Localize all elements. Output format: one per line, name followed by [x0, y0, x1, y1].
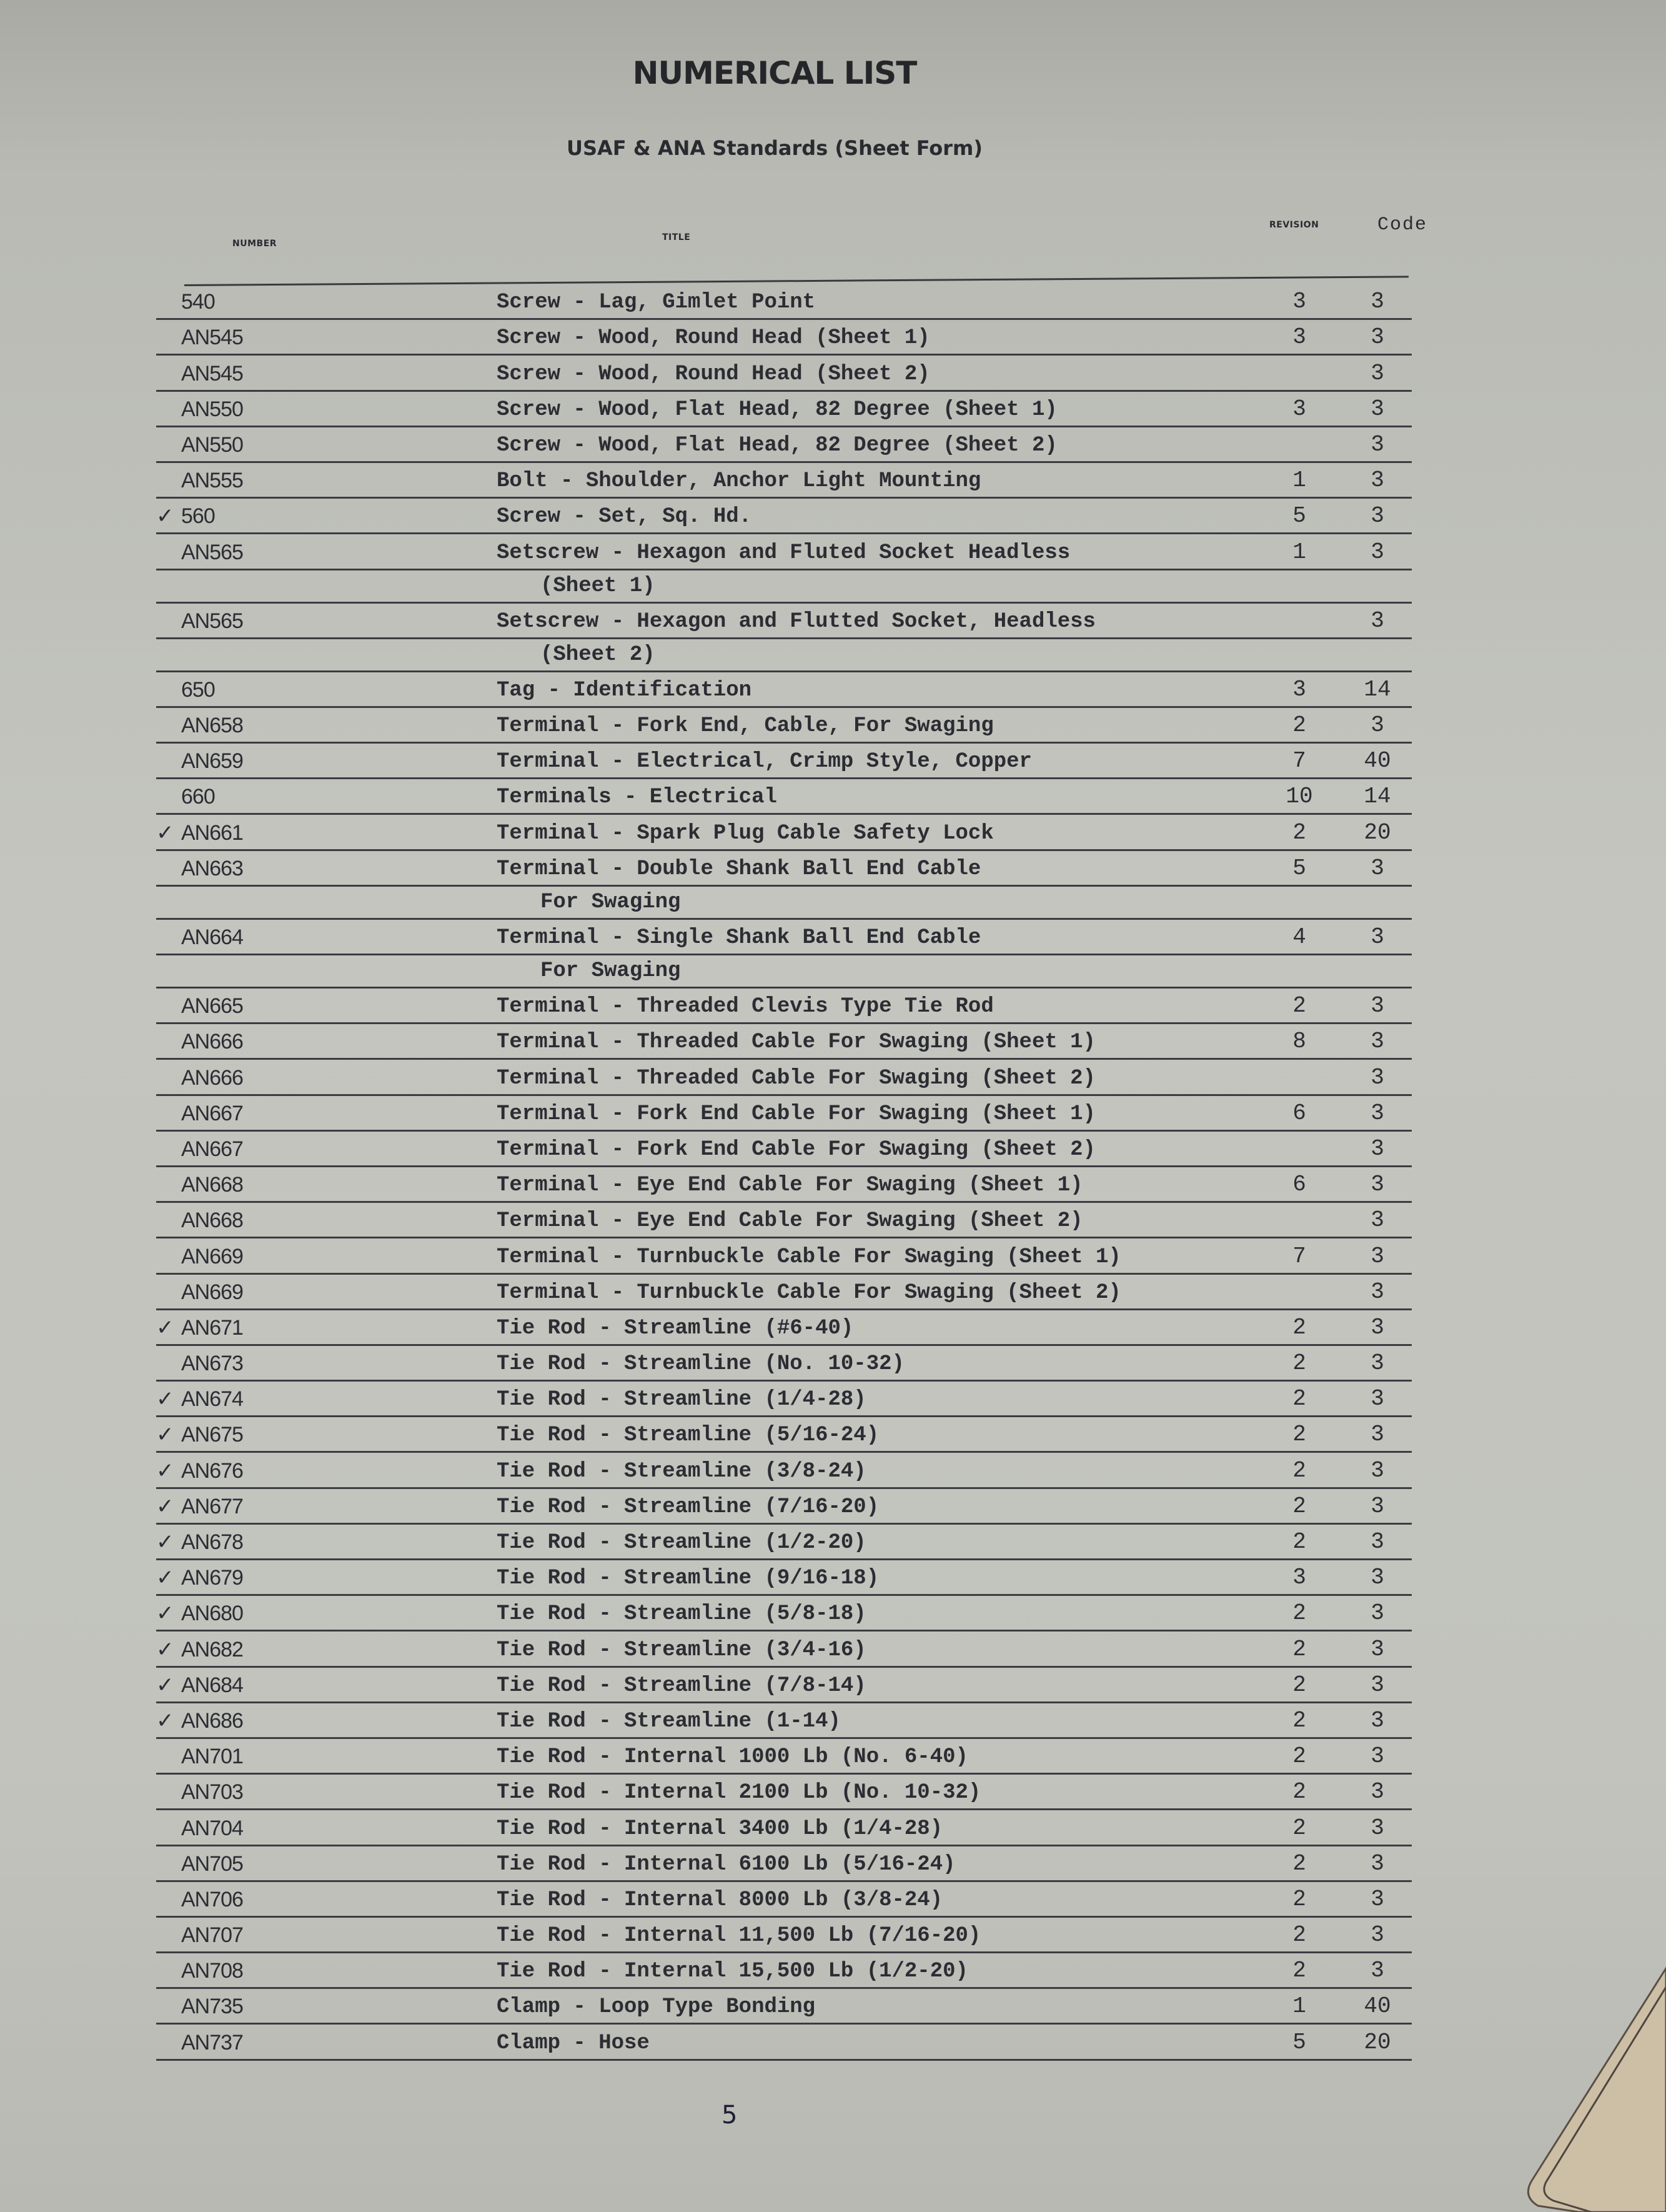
row-number: AN677	[181, 1494, 243, 1518]
row-code: 3	[1371, 539, 1384, 565]
table-row-continuation	[156, 887, 1412, 920]
row-title: Terminal - Electrical, Crimp Style, Copper	[497, 750, 1032, 774]
row-title: Tie Rod - Internal 3400 Lb (1/4-28)	[497, 1816, 943, 1841]
row-number: AN674	[181, 1387, 243, 1412]
row-number: AN666	[181, 1030, 243, 1054]
row-revision: 7	[1292, 748, 1306, 774]
row-number: AN668	[181, 1208, 243, 1233]
row-code: 3	[1371, 1529, 1384, 1555]
row-number: AN671	[181, 1315, 243, 1340]
row-number: AN659	[181, 749, 243, 774]
row-number: AN669	[181, 1280, 243, 1304]
row-title: Tie Rod - Streamline (5/16-24)	[497, 1423, 880, 1448]
row-title: Terminal - Single Shank Ball End Cable	[497, 926, 981, 950]
row-title: Tie Rod - Internal 15,500 Lb (1/2-20)	[497, 1960, 968, 1984]
row-title: Terminal - Fork End Cable For Swaging (Sheet 2)	[497, 1137, 1096, 1162]
row-code: 3	[1371, 1636, 1384, 1662]
row-number: AN673	[181, 1352, 243, 1376]
row-revision: 2	[1292, 1350, 1306, 1377]
row-revision: 6	[1292, 1100, 1306, 1126]
row-number: AN735	[181, 1995, 243, 2019]
row-revision: 2	[1292, 1600, 1306, 1627]
row-code: 3	[1371, 1779, 1384, 1805]
table-row	[156, 1346, 1412, 1382]
row-number: AN661	[181, 820, 243, 845]
row-title: Terminal - Threaded Clevis Type Tie Rod	[497, 995, 994, 1019]
row-revision: 8	[1292, 1029, 1306, 1055]
row-title: Clamp - Loop Type Bonding	[497, 1995, 816, 2020]
row-revision: 2	[1292, 1815, 1306, 1841]
row-revision: 6	[1292, 1172, 1306, 1198]
row-title-continuation: (Sheet 2)	[540, 642, 655, 667]
row-number: AN703	[181, 1780, 243, 1805]
row-title: Tie Rod - Streamline (7/16-20)	[497, 1495, 880, 1519]
row-title: Screw - Wood, Round Head (Sheet 1)	[497, 326, 930, 351]
row-number: 660	[181, 785, 215, 809]
row-code: 3	[1371, 1350, 1384, 1377]
row-code: 3	[1371, 855, 1384, 881]
row-code: 3	[1371, 924, 1384, 950]
row-title: Tie Rod - Streamline (5/8-18)	[497, 1602, 866, 1627]
row-revision: 2	[1292, 1314, 1306, 1340]
table-row	[156, 815, 1412, 850]
table-row	[156, 1632, 1412, 1667]
table-row	[156, 1560, 1412, 1596]
row-title: Terminal - Double Shank Ball End Cable	[497, 857, 981, 881]
row-title: Screw - Set, Sq. Hd.	[497, 505, 752, 529]
row-number: AN667	[181, 1137, 243, 1161]
row-title: Terminal - Threaded Cable For Swaging (Sheet 2)	[497, 1066, 1096, 1090]
row-code: 3	[1371, 1278, 1384, 1305]
row-number: AN678	[181, 1530, 243, 1554]
table-row	[156, 320, 1412, 356]
row-code: 20	[1364, 819, 1391, 845]
check-mark-icon: ✓	[156, 1493, 174, 1519]
row-title: Tie Rod - Internal 2100 Lb (No. 10-32)	[497, 1781, 981, 1805]
row-title: Screw - Wood, Flat Head, 82 Degree (Sheet 2)	[497, 433, 1058, 457]
check-mark-icon: ✓	[156, 1315, 174, 1340]
row-number: AN679	[181, 1566, 243, 1590]
table-row	[156, 1882, 1412, 1918]
table-row	[156, 1096, 1412, 1132]
row-number: AN707	[181, 1923, 243, 1948]
check-mark-icon: ✓	[156, 1601, 174, 1627]
row-title: Bolt - Shoulder, Anchor Light Mounting	[497, 469, 981, 494]
row-number: AN684	[181, 1673, 243, 1697]
table-row	[156, 851, 1412, 887]
row-number: AN701	[181, 1745, 243, 1769]
row-code: 3	[1371, 1743, 1384, 1770]
row-code: 20	[1364, 2029, 1391, 2055]
check-mark-icon: ✓	[156, 1637, 174, 1662]
table-row	[156, 1596, 1412, 1632]
table-row	[156, 779, 1412, 815]
table-row-continuation	[156, 955, 1412, 989]
row-code: 3	[1371, 607, 1384, 634]
row-revision: 4	[1292, 924, 1306, 950]
row-revision: 1	[1292, 1993, 1306, 2020]
table-row-continuation	[156, 639, 1412, 672]
row-title: Terminal - Turnbuckle Cable For Swaging (Sheet 1)	[497, 1245, 1121, 1269]
row-title: Terminal - Fork End Cable For Swaging (Sheet 1)	[497, 1102, 1096, 1126]
row-revision: 2	[1292, 819, 1306, 845]
row-code: 14	[1364, 784, 1391, 810]
row-code: 3	[1371, 289, 1384, 315]
row-code: 3	[1371, 396, 1384, 422]
table-row	[156, 1024, 1412, 1060]
table-row	[156, 463, 1412, 499]
row-title: Terminal - Fork End, Cable, For Swaging	[497, 714, 994, 739]
row-title-continuation: For Swaging	[540, 890, 681, 914]
check-mark-icon: ✓	[156, 1530, 174, 1555]
row-revision: 1	[1292, 467, 1306, 494]
table-row	[156, 1238, 1412, 1274]
row-title: Terminal - Spark Plug Cable Safety Lock	[497, 821, 994, 845]
row-code: 3	[1371, 1386, 1384, 1412]
row-title: Tie Rod - Streamline (1/2-20)	[497, 1531, 866, 1555]
page-number: 5	[721, 2101, 738, 2130]
table-row	[156, 1167, 1412, 1203]
column-header-revision: REVISION	[1269, 220, 1319, 230]
column-header-title: TITLE	[662, 232, 691, 242]
row-revision: 2	[1292, 1386, 1306, 1412]
table-row	[156, 1846, 1412, 1882]
row-number: AN565	[181, 540, 243, 564]
check-mark-icon: ✓	[156, 820, 174, 845]
row-title: Terminal - Threaded Cable For Swaging (Sheet 1)	[497, 1030, 1096, 1055]
row-number: AN545	[181, 361, 243, 386]
row-revision: 7	[1292, 1243, 1306, 1269]
row-number: AN550	[181, 432, 243, 457]
row-revision: 3	[1292, 676, 1306, 702]
page-title: NUMERICAL LIST	[632, 55, 917, 91]
row-number: 560	[181, 504, 215, 529]
check-mark-icon: ✓	[156, 1708, 174, 1733]
row-number: AN705	[181, 1851, 243, 1876]
row-revision: 2	[1292, 1422, 1306, 1448]
row-revision: 2	[1292, 1529, 1306, 1555]
row-number: 650	[181, 677, 215, 702]
table-row	[156, 1918, 1412, 1953]
row-code: 3	[1371, 1600, 1384, 1627]
table-row	[156, 427, 1412, 463]
row-title: Setscrew - Hexagon and Fluted Socket Headless	[497, 541, 1071, 565]
row-code: 3	[1371, 1422, 1384, 1448]
row-revision: 3	[1292, 289, 1306, 315]
table-row	[156, 1417, 1412, 1453]
row-title: Tag - Identification	[497, 678, 752, 702]
row-revision: 2	[1292, 1743, 1306, 1770]
table-row	[156, 1525, 1412, 1560]
row-revision: 5	[1292, 855, 1306, 881]
row-revision: 2	[1292, 1850, 1306, 1876]
folded-corner-icon	[1485, 1950, 1666, 2212]
row-title: Tie Rod - Internal 1000 Lb (No. 6-40)	[497, 1745, 968, 1770]
row-revision: 5	[1292, 503, 1306, 529]
row-number: AN708	[181, 1959, 243, 1983]
row-number: AN565	[181, 609, 243, 633]
row-title: Screw - Wood, Round Head (Sheet 2)	[497, 362, 930, 386]
table-row	[156, 392, 1412, 427]
row-revision: 2	[1292, 1707, 1306, 1733]
table-row	[156, 1668, 1412, 1703]
row-code: 3	[1371, 1671, 1384, 1698]
row-number: AN675	[181, 1423, 243, 1447]
table-row-continuation	[156, 570, 1412, 604]
row-code: 3	[1371, 431, 1384, 457]
row-revision: 3	[1292, 1565, 1306, 1591]
row-title-continuation: For Swaging	[540, 959, 681, 983]
row-number: AN658	[181, 714, 243, 738]
row-title: Tie Rod - Internal 8000 Lb (3/8-24)	[497, 1888, 943, 1912]
row-code: 3	[1371, 1707, 1384, 1733]
row-revision: 1	[1292, 539, 1306, 565]
row-title: Tie Rod - Streamline (1/4-28)	[497, 1388, 866, 1412]
row-code: 14	[1364, 676, 1391, 702]
row-revision: 10	[1286, 784, 1313, 810]
row-title: Clamp - Hose	[497, 2031, 650, 2055]
row-code: 3	[1371, 1958, 1384, 1984]
check-mark-icon: ✓	[156, 1422, 174, 1448]
table-row	[156, 534, 1412, 570]
table-row	[156, 1953, 1412, 1989]
row-code: 3	[1371, 467, 1384, 494]
row-title: Tie Rod - Streamline (3/4-16)	[497, 1638, 866, 1662]
row-code: 40	[1364, 1993, 1391, 2020]
row-number: AN680	[181, 1602, 243, 1626]
row-number: AN737	[181, 2030, 243, 2055]
row-title: Tie Rod - Internal 6100 Lb (5/16-24)	[497, 1852, 956, 1876]
row-code: 3	[1371, 1565, 1384, 1591]
row-number: AN664	[181, 925, 243, 949]
row-code: 3	[1371, 1029, 1384, 1055]
row-code: 3	[1371, 993, 1384, 1019]
row-title: Tie Rod - Streamline (7/8-14)	[497, 1673, 866, 1698]
table-row	[156, 989, 1412, 1024]
row-code: 3	[1371, 1815, 1384, 1841]
table-row	[156, 1989, 1412, 2025]
row-code: 3	[1371, 712, 1384, 739]
table-row	[156, 1310, 1412, 1346]
table-row	[156, 1739, 1412, 1775]
check-mark-icon: ✓	[156, 504, 174, 529]
table-row	[156, 499, 1412, 534]
row-title: Screw - Wood, Flat Head, 82 Degree (Sheet 1)	[497, 397, 1058, 422]
table-row	[156, 708, 1412, 744]
row-title: Tie Rod - Streamline (9/16-18)	[497, 1567, 880, 1591]
row-number: AN666	[181, 1065, 243, 1090]
table-row	[156, 284, 1412, 320]
row-number: AN676	[181, 1458, 243, 1483]
table-row	[156, 1132, 1412, 1167]
row-code: 3	[1371, 1850, 1384, 1876]
table-row	[156, 672, 1412, 708]
row-revision: 2	[1292, 1493, 1306, 1519]
row-title: Tie Rod - Streamline (3/8-24)	[497, 1459, 866, 1483]
row-code: 3	[1371, 1922, 1384, 1948]
row-code: 40	[1364, 748, 1391, 774]
row-title: Terminal - Turnbuckle Cable For Swaging (Sheet 2)	[497, 1280, 1121, 1305]
row-title: Tie Rod - Streamline (#6-40)	[497, 1316, 854, 1340]
table-row	[156, 1203, 1412, 1238]
row-revision: 2	[1292, 1636, 1306, 1662]
table-row	[156, 744, 1412, 779]
table-row	[156, 604, 1412, 639]
row-number: AN550	[181, 397, 243, 421]
row-code: 3	[1371, 1457, 1384, 1483]
row-code: 3	[1371, 1886, 1384, 1912]
row-title: Tie Rod - Streamline (No. 10-32)	[497, 1352, 905, 1377]
row-number: AN663	[181, 856, 243, 880]
row-revision: 2	[1292, 1886, 1306, 1912]
row-number: AN704	[181, 1816, 243, 1840]
row-revision: 2	[1292, 1958, 1306, 1984]
check-mark-icon: ✓	[156, 1672, 174, 1698]
row-code: 3	[1371, 1100, 1384, 1126]
table-row	[156, 1453, 1412, 1488]
row-code: 3	[1371, 1493, 1384, 1519]
row-number: AN665	[181, 994, 243, 1019]
row-number: AN686	[181, 1708, 243, 1733]
row-code: 3	[1371, 1207, 1384, 1233]
row-number: AN667	[181, 1101, 243, 1125]
row-revision: 2	[1292, 993, 1306, 1019]
row-title: Terminal - Eye End Cable For Swaging (Sheet 2)	[497, 1209, 1083, 1233]
row-code: 3	[1371, 1314, 1384, 1340]
table-row	[156, 1775, 1412, 1810]
row-revision: 2	[1292, 1779, 1306, 1805]
page-subtitle: USAF & ANA Standards (Sheet Form)	[567, 136, 983, 160]
row-title: Setscrew - Hexagon and Flutted Socket, Headless	[497, 609, 1096, 634]
numerical-list-table	[156, 284, 1412, 2061]
row-code: 3	[1371, 503, 1384, 529]
column-header-code: Code	[1377, 214, 1428, 236]
check-mark-icon: ✓	[156, 1565, 174, 1591]
row-revision: 2	[1292, 1671, 1306, 1698]
table-row	[156, 1275, 1412, 1310]
row-number: AN668	[181, 1173, 243, 1197]
row-revision: 3	[1292, 396, 1306, 422]
row-revision: 3	[1292, 324, 1306, 351]
check-mark-icon: ✓	[156, 1458, 174, 1483]
row-code: 3	[1371, 324, 1384, 351]
row-number: AN682	[181, 1637, 243, 1661]
row-revision: 2	[1292, 712, 1306, 739]
row-code: 3	[1371, 360, 1384, 386]
table-row	[156, 2025, 1412, 2060]
row-title: Terminal - Eye End Cable For Swaging (Sheet 1)	[497, 1173, 1083, 1198]
row-number: AN669	[181, 1244, 243, 1268]
row-code: 3	[1371, 1064, 1384, 1090]
row-title: Tie Rod - Streamline (1-14)	[497, 1709, 841, 1733]
row-title-continuation: (Sheet 1)	[540, 574, 655, 598]
table-row	[156, 1382, 1412, 1417]
row-title: Screw - Lag, Gimlet Point	[497, 291, 816, 315]
row-number: AN706	[181, 1887, 243, 1911]
table-row	[156, 356, 1412, 391]
row-revision: 5	[1292, 2029, 1306, 2055]
row-title: Terminals - Electrical	[497, 785, 777, 810]
row-code: 3	[1371, 1243, 1384, 1269]
row-revision: 2	[1292, 1922, 1306, 1948]
table-row	[156, 1810, 1412, 1846]
table-row	[156, 1703, 1412, 1739]
row-number: AN545	[181, 326, 243, 350]
row-code: 3	[1371, 1135, 1384, 1162]
table-row	[156, 920, 1412, 955]
table-row	[156, 1489, 1412, 1525]
row-number: AN555	[181, 469, 243, 493]
row-number: 540	[181, 290, 215, 314]
table-row	[156, 1060, 1412, 1095]
row-code: 3	[1371, 1172, 1384, 1198]
column-header-number: NUMBER	[232, 239, 277, 249]
check-mark-icon: ✓	[156, 1387, 174, 1412]
row-title: Tie Rod - Internal 11,500 Lb (7/16-20)	[497, 1924, 981, 1948]
row-revision: 2	[1292, 1457, 1306, 1483]
